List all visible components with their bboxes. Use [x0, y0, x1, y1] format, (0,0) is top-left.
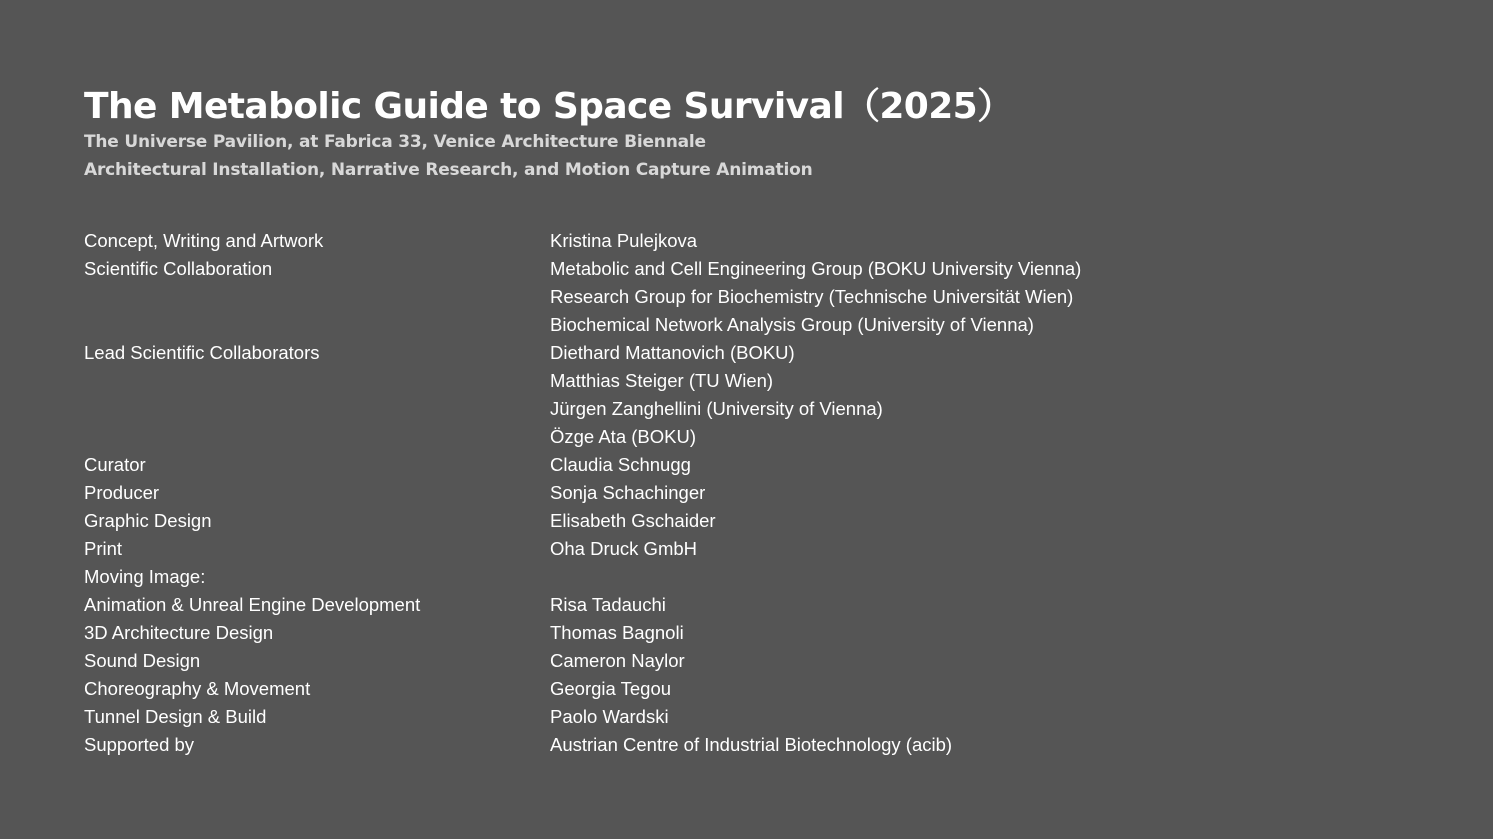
credit-name: Metabolic and Cell Engineering Group (BOKU University Vienna)	[550, 258, 1082, 279]
credit-role	[84, 423, 550, 451]
credit-row	[84, 479, 1384, 507]
credit-role: Curator	[84, 454, 146, 475]
credits-list	[84, 227, 1384, 759]
credit-role	[84, 311, 550, 339]
credit-row	[84, 535, 1384, 563]
credit-role: 3D Architecture Design	[84, 622, 274, 643]
header	[84, 84, 1444, 184]
credit-role: Tunnel Design & Build	[84, 706, 267, 727]
credit-role: Sound Design	[84, 650, 201, 671]
credit-name	[550, 563, 1384, 591]
credit-row	[84, 395, 1384, 423]
credit-role	[84, 367, 550, 395]
credit-row	[84, 423, 1384, 451]
subtitle-venue: The Universe Pavilion, at Fabrica 33, Venice Architecture Biennale	[84, 132, 706, 152]
credit-row	[84, 339, 1384, 367]
credit-role: Scientific Collaboration	[84, 258, 273, 279]
credit-name: Biochemical Network Analysis Group (University of Vienna)	[550, 314, 1034, 335]
credit-row	[84, 619, 1384, 647]
credit-section-heading: Moving Image:	[84, 566, 206, 587]
credit-row	[84, 507, 1384, 535]
subtitle-description: Architectural Installation, Narrative Research, and Motion Capture Animation	[84, 160, 813, 180]
credit-row	[84, 591, 1384, 619]
credit-name: Cameron Naylor	[550, 650, 685, 671]
credit-name: Jürgen Zanghellini (University of Vienna)	[550, 398, 883, 419]
page-title: The Metabolic Guide to Space Survival（2025）	[84, 86, 1013, 127]
credit-name: Sonja Schachinger	[550, 482, 706, 503]
credit-role	[84, 395, 550, 423]
credit-row	[84, 367, 1384, 395]
credit-name: Claudia Schnugg	[550, 454, 691, 475]
credit-row	[84, 451, 1384, 479]
credit-role	[84, 283, 550, 311]
credit-name: Matthias Steiger (TU Wien)	[550, 370, 774, 391]
credit-role: Print	[84, 538, 123, 559]
credit-name: Risa Tadauchi	[550, 594, 666, 615]
credit-row	[84, 311, 1384, 339]
credit-row	[84, 675, 1384, 703]
credit-row	[84, 703, 1384, 731]
credit-name: Paolo Wardski	[550, 706, 669, 727]
credit-role: Lead Scientific Collaborators	[84, 342, 320, 363]
credit-row	[84, 731, 1384, 759]
credit-row	[84, 227, 1384, 255]
credit-row	[84, 283, 1384, 311]
credit-name: Thomas Bagnoli	[550, 622, 684, 643]
credit-name: Özge Ata (BOKU)	[550, 426, 696, 447]
credit-name: Elisabeth Gschaider	[550, 510, 716, 531]
credit-name: Kristina Pulejkova	[550, 230, 698, 251]
credit-name: Austrian Centre of Industrial Biotechnology (acib)	[550, 734, 953, 755]
credit-row	[84, 563, 1384, 591]
credit-role: Choreography & Movement	[84, 678, 311, 699]
credit-name: Research Group for Biochemistry (Technische Universität Wien)	[550, 286, 1074, 307]
credit-name: Diethard Mattanovich (BOKU)	[550, 342, 795, 363]
credit-name: Georgia Tegou	[550, 678, 672, 699]
credit-role: Graphic Design	[84, 510, 212, 531]
credit-role: Animation & Unreal Engine Development	[84, 594, 421, 615]
credit-name: Oha Druck GmbH	[550, 538, 698, 559]
credit-row	[84, 647, 1384, 675]
credit-row	[84, 255, 1384, 283]
credit-role: Supported by	[84, 734, 195, 755]
credit-role: Concept, Writing and Artwork	[84, 230, 324, 251]
credit-role: Producer	[84, 482, 160, 503]
